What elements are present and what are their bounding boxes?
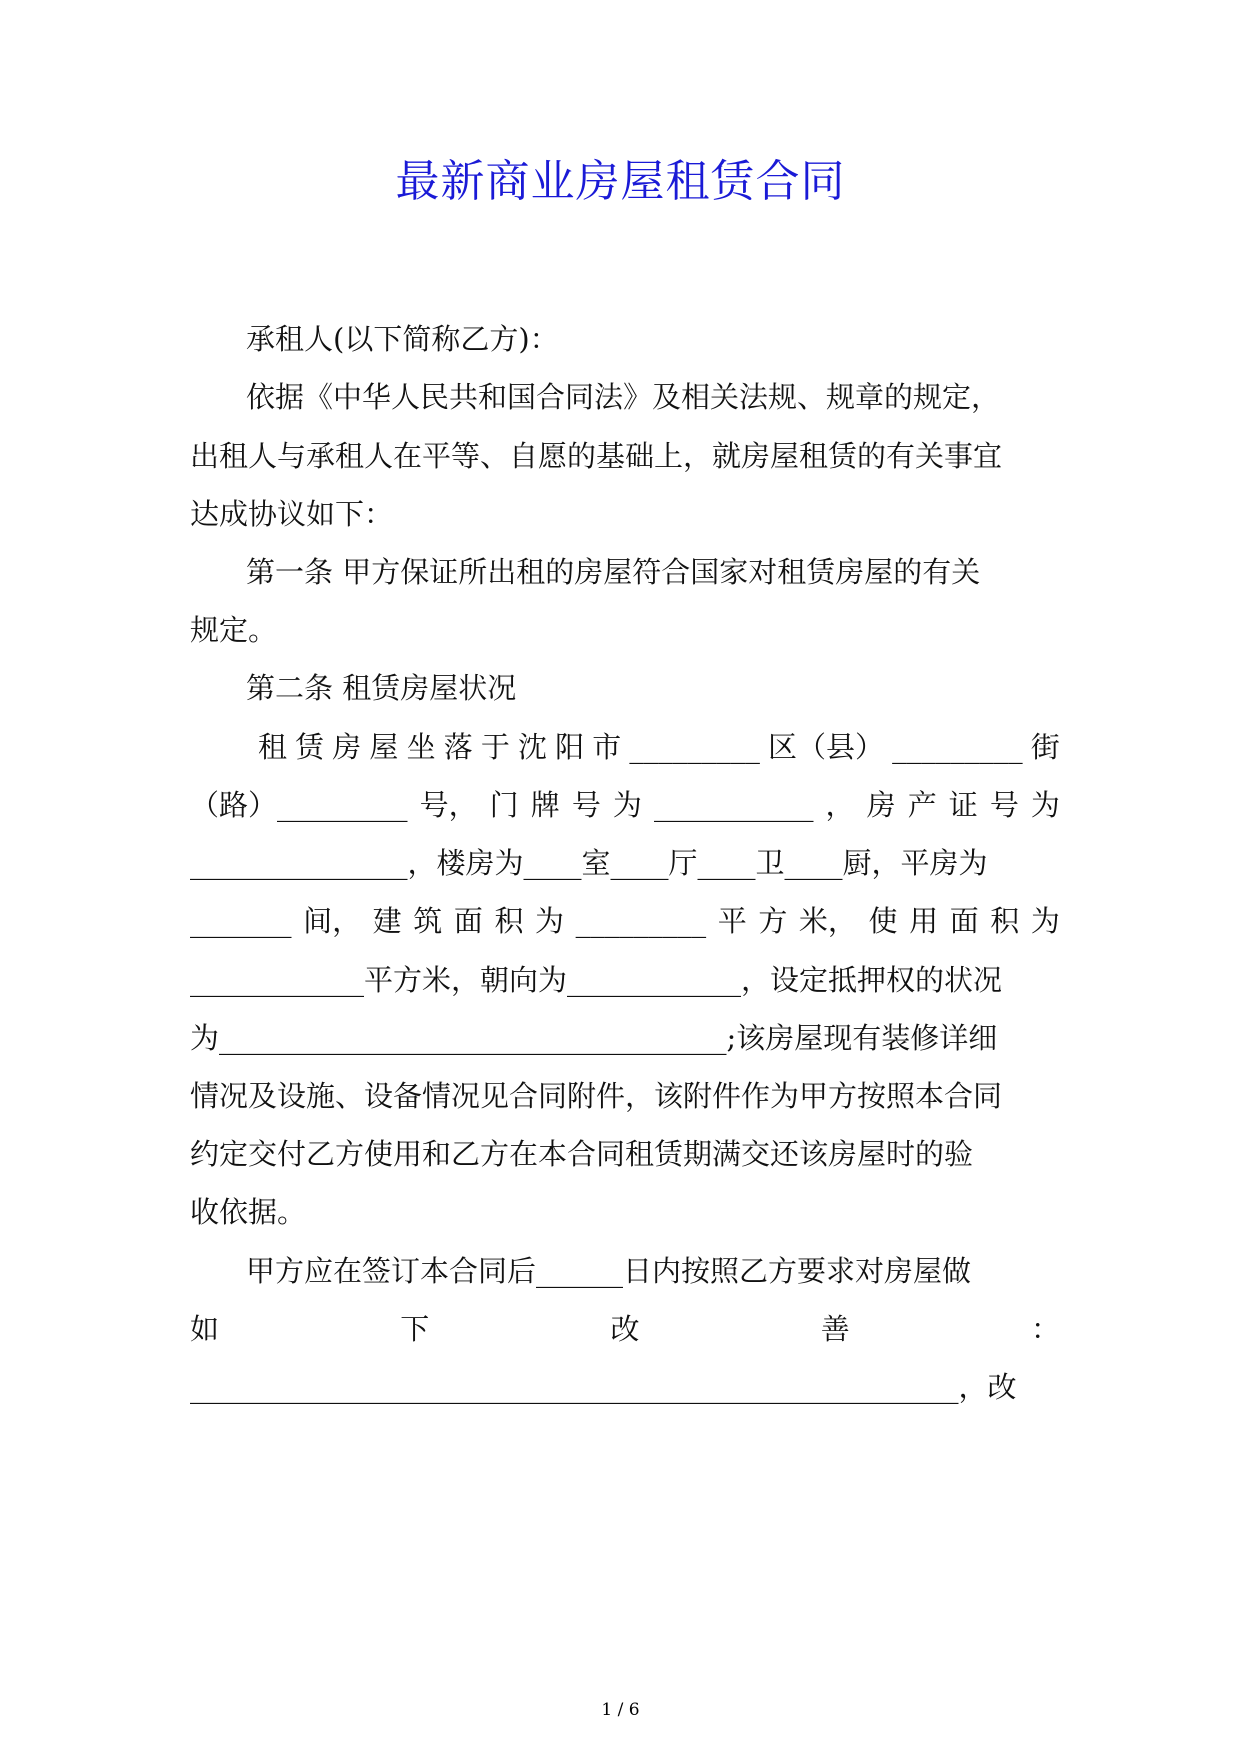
paragraph-line: _____________________________________________________，改	[190, 1370, 1017, 1404]
paragraph-line: 收依据。	[190, 1195, 307, 1229]
line-segment: 如	[190, 1312, 220, 1346]
line-segment: 改	[610, 1312, 640, 1346]
line-segment: 屋	[369, 730, 399, 764]
line-segment: 为	[1030, 904, 1060, 938]
justified-line	[190, 1309, 1060, 1349]
paragraph-line: 约定交付乙方使用和乙方在本合同租赁期满交还该房屋时的验	[190, 1137, 974, 1171]
line-segment: 面	[949, 904, 979, 938]
document-body	[190, 0, 1060, 1754]
paragraph-line: 第一条 甲方保证所出租的房屋符合国家对租赁房屋的有关	[246, 555, 981, 589]
paragraph-line: 出租人与承租人在平等、自愿的基础上，就房屋租赁的有关事宜	[190, 439, 1003, 473]
line-segment: 产	[907, 788, 937, 822]
justified-line	[258, 727, 1060, 767]
paragraph-line: 第二条 租赁房屋状况	[246, 671, 517, 705]
line-segment: 为	[612, 788, 642, 822]
paragraph-line: _______________，楼房为____室____厅____卫____厨，平房为	[190, 846, 988, 880]
line-segment: 街	[1030, 730, 1060, 764]
justified-line	[190, 901, 1060, 941]
paragraph-line: 达成协议如下：	[190, 497, 394, 531]
line-segment: 证	[948, 788, 978, 822]
line-segment: 市	[592, 730, 622, 764]
line-segment: 沈	[517, 730, 547, 764]
page-number: 1 / 6	[601, 1700, 640, 1720]
line-segment: 间，	[303, 904, 362, 938]
line-segment: _________	[575, 904, 707, 938]
line-segment: 于	[480, 730, 510, 764]
line-segment: 面	[453, 904, 483, 938]
line-segment: _______	[190, 904, 292, 938]
line-segment: 下	[400, 1312, 430, 1346]
paragraph-line: 甲方应在签订本合同后______日内按照乙方要求对房屋做	[246, 1254, 972, 1288]
line-segment: ___________	[653, 788, 814, 822]
line-segment: _________	[892, 730, 1023, 764]
line-segment: 善	[820, 1312, 850, 1346]
line-segment: 阳	[555, 730, 585, 764]
line-segment: 为	[535, 904, 565, 938]
line-segment: 建	[372, 904, 402, 938]
line-segment: _________	[629, 730, 760, 764]
line-segment: 号	[989, 788, 1019, 822]
line-segment: 落	[443, 730, 473, 764]
paragraph-line: 规定。	[190, 613, 278, 647]
line-segment: ，	[825, 788, 855, 822]
line-segment: 赁	[295, 730, 325, 764]
paragraph-line: 为___________________________________;该房屋现有装修详细	[190, 1021, 998, 1055]
paragraph-line: 情况及设施、设备情况见合同附件，该附件作为甲方按照本合同	[190, 1079, 1003, 1113]
line-segment: 房	[866, 788, 896, 822]
line-segment: 方	[758, 904, 788, 938]
line-segment: 坐	[406, 730, 436, 764]
line-segment: 为	[1030, 788, 1060, 822]
line-segment: 房	[332, 730, 362, 764]
line-segment: （路）_________	[190, 788, 408, 822]
line-segment: 租	[258, 730, 288, 764]
line-segment: 筑	[413, 904, 443, 938]
line-segment: 门	[489, 788, 519, 822]
line-segment: 号，	[419, 788, 478, 822]
line-segment: 米，	[798, 904, 857, 938]
document-title: 最新商业房屋租赁合同	[395, 156, 846, 207]
line-segment: 号	[571, 788, 601, 822]
line-segment: 使	[868, 904, 898, 938]
line-segment: 积	[990, 904, 1020, 938]
paragraph-line: ____________平方米，朝向为____________，设定抵押权的状况	[190, 963, 1003, 997]
line-segment: ：	[1030, 1312, 1060, 1346]
line-segment: 区（县）	[768, 730, 885, 764]
line-segment: 牌	[530, 788, 560, 822]
line-segment: 平	[717, 904, 747, 938]
paragraph-line: 依据《中华人民共和国合同法》及相关法规、规章的规定，	[246, 380, 1001, 414]
paragraph-line: 承租人(以下简称乙方)：	[246, 322, 559, 356]
justified-line	[190, 785, 1060, 825]
line-segment: 积	[494, 904, 524, 938]
line-segment: 用	[909, 904, 939, 938]
